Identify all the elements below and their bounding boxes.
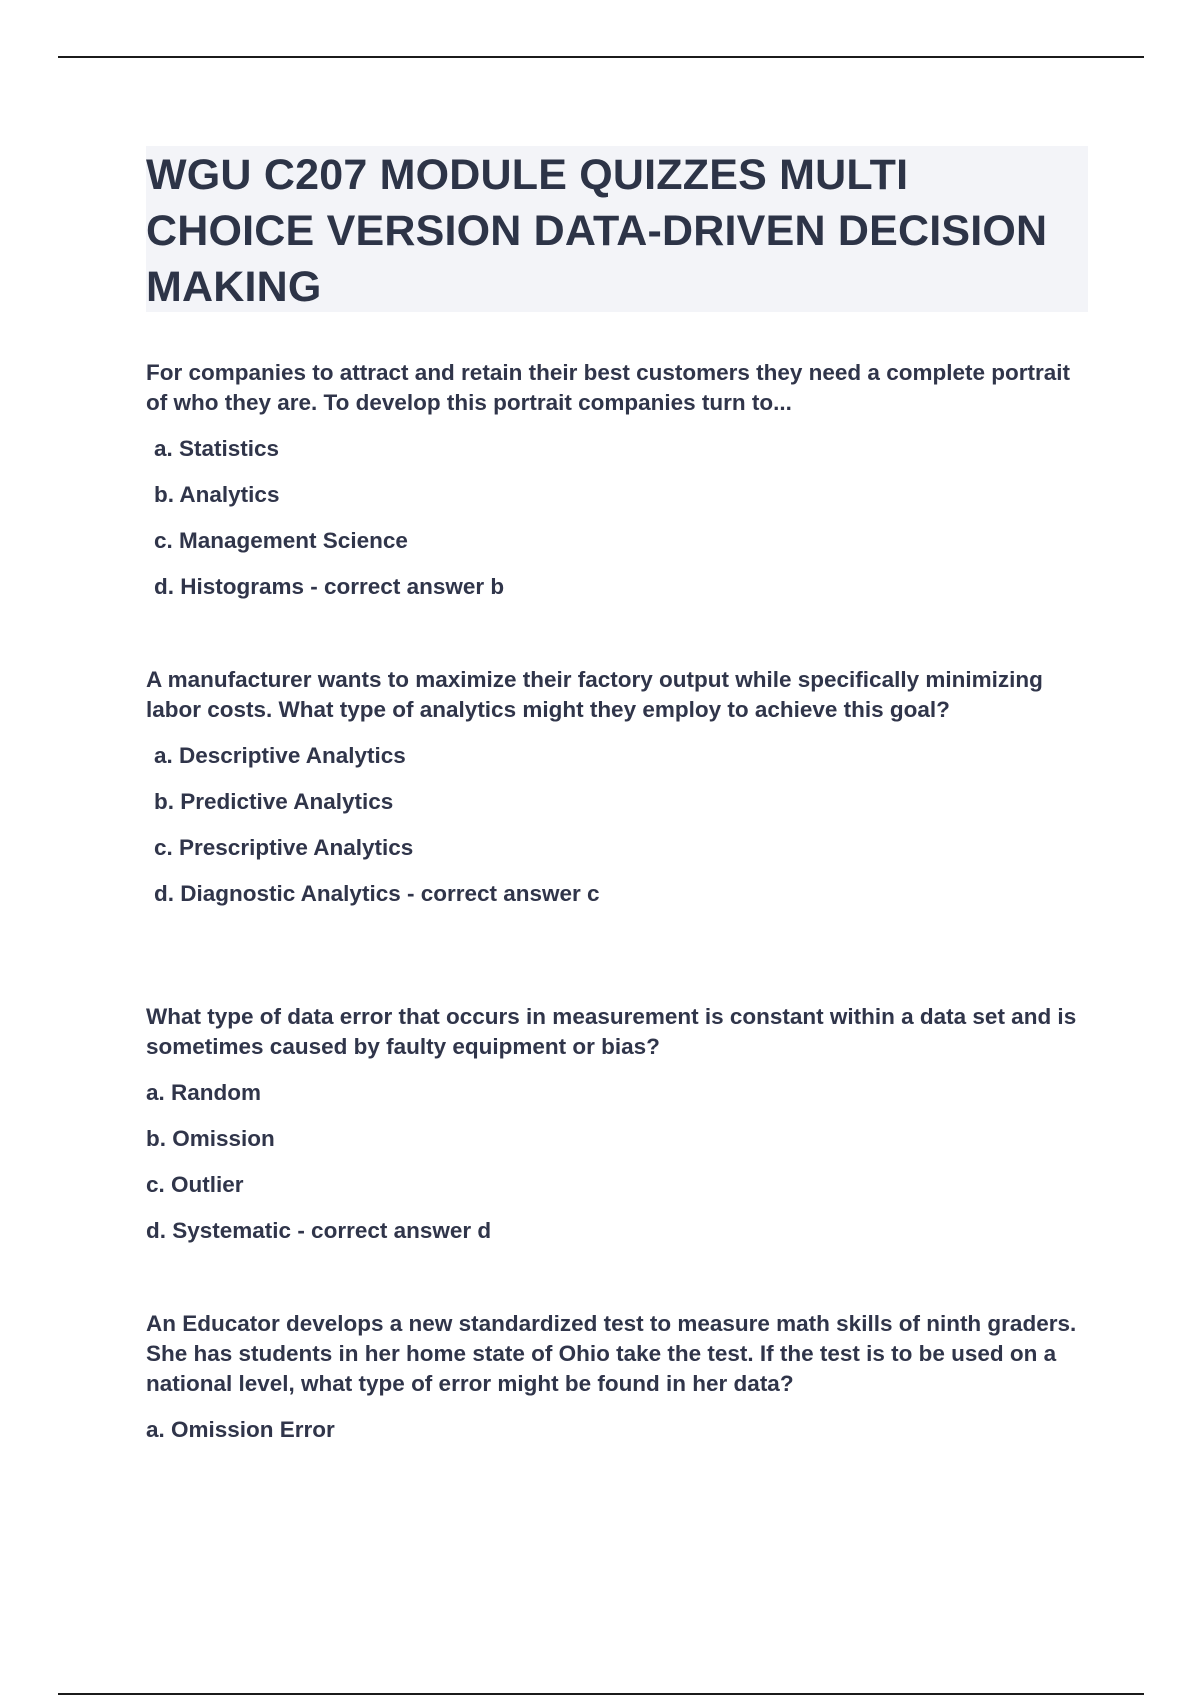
question-4 (146, 1309, 1088, 1445)
option-b: b. Omission (146, 1126, 275, 1151)
option-a: a. Random (146, 1080, 262, 1105)
option-d: d. Histograms - correct answer b (154, 574, 505, 599)
option-c: c. Management Science (154, 528, 408, 553)
document-title: WGU C207 MODULE QUIZZES MULTI CHOICE VERSION DATA-DRIVEN DECISION MAKING (146, 151, 1048, 311)
question-3 (146, 1002, 1088, 1246)
option-a: a. Statistics (154, 436, 280, 461)
question-1 (146, 358, 1088, 602)
answer-options (146, 741, 1088, 909)
question-text: For companies to attract and retain their best customers they need a complete portrait of who they are. To develop this portrait companies turn to... (146, 360, 1070, 415)
option-b: b. Analytics (154, 482, 280, 507)
option-b: b. Predictive Analytics (154, 789, 394, 814)
option-c: c. Prescriptive Analytics (154, 835, 414, 860)
question-2 (146, 665, 1088, 909)
bottom-rule (58, 1693, 1144, 1695)
option-c: c. Outlier (146, 1172, 244, 1197)
question-text: An Educator develops a new standardized test to measure math skills of ninth graders. She has students in her home state of Ohio take the test. If the test is to be used on a national level, what type of error might be found in her data? (146, 1311, 1077, 1396)
title-block (146, 146, 1088, 312)
option-d: d. Diagnostic Analytics - correct answer c (154, 881, 600, 906)
answer-options (146, 1415, 1088, 1445)
question-text: A manufacturer wants to maximize their factory output while specifically minimizing labor costs. What type of analytics might they employ to achieve this goal? (146, 667, 1043, 722)
option-a: a. Descriptive Analytics (154, 743, 406, 768)
answer-options (146, 434, 1088, 602)
top-rule (58, 56, 1144, 58)
option-d: d. Systematic - correct answer d (146, 1218, 492, 1243)
option-a: a. Omission Error (146, 1417, 335, 1442)
question-text: What type of data error that occurs in measurement is constant within a data set and is sometimes caused by faulty equipment or bias? (146, 1004, 1077, 1059)
answer-options (146, 1078, 1088, 1246)
